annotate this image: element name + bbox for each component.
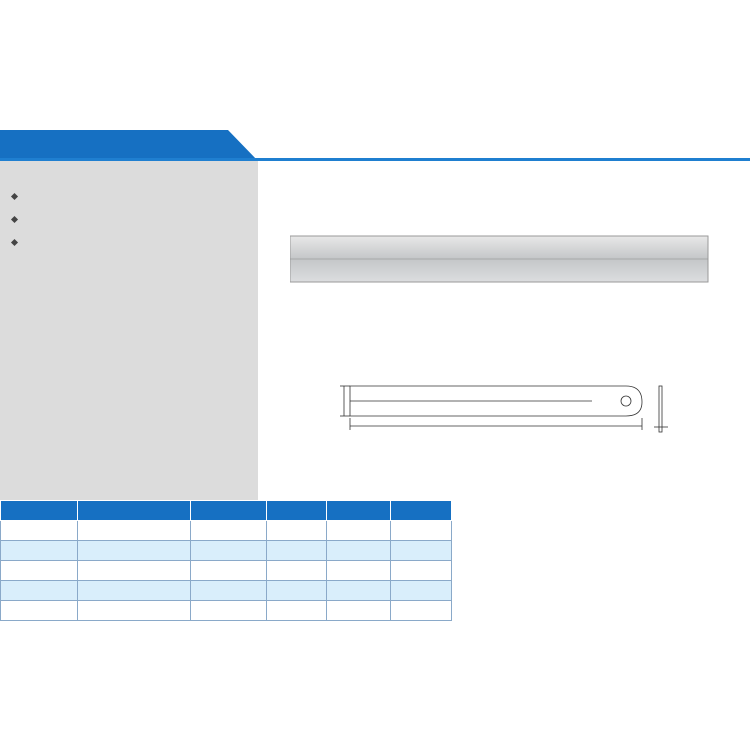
cell-range <box>78 521 191 541</box>
cell-w <box>391 601 452 621</box>
table-row <box>1 541 452 561</box>
header-divider <box>0 158 750 161</box>
side-panel <box>0 160 258 500</box>
table-row <box>1 561 452 581</box>
cell-l <box>327 541 391 561</box>
cell-l <box>327 561 391 581</box>
feature-item <box>10 213 25 236</box>
series-tab-shape <box>0 130 258 161</box>
cell-t <box>267 541 327 561</box>
cell-l <box>327 521 391 541</box>
column-header <box>1 501 78 521</box>
feature-item <box>10 190 25 213</box>
cell-accuracy <box>191 581 267 601</box>
cell-code <box>1 561 78 581</box>
cell-code <box>1 581 78 601</box>
cell-l <box>327 581 391 601</box>
cell-t <box>267 561 327 581</box>
cell-code <box>1 601 78 621</box>
cell-code <box>1 521 78 541</box>
cell-w <box>391 521 452 541</box>
cell-code <box>1 541 78 561</box>
feature-item <box>10 236 25 259</box>
cell-w <box>391 581 452 601</box>
table-row <box>1 581 452 601</box>
diamond-bullet-icon <box>11 239 18 246</box>
hang-hole <box>621 396 631 406</box>
cell-range <box>78 581 191 601</box>
cell-w <box>391 561 452 581</box>
cell-accuracy <box>191 541 267 561</box>
cell-range <box>78 541 191 561</box>
column-header <box>327 501 391 521</box>
column-header <box>391 501 452 521</box>
feature-list <box>10 190 25 259</box>
table-row <box>1 601 452 621</box>
table-header-row <box>1 501 452 521</box>
cell-range <box>78 561 191 581</box>
diamond-bullet-icon <box>11 193 18 200</box>
column-header <box>191 501 267 521</box>
cell-t <box>267 521 327 541</box>
ruler-drawing <box>330 380 680 440</box>
thickness-profile <box>659 386 662 432</box>
spec-table <box>0 500 452 621</box>
cell-accuracy <box>191 601 267 621</box>
ruler-photo <box>290 234 710 284</box>
table-row <box>1 521 452 541</box>
series-tab <box>0 130 258 161</box>
cell-t <box>267 601 327 621</box>
column-header <box>78 501 191 521</box>
cell-t <box>267 581 327 601</box>
cell-accuracy <box>191 561 267 581</box>
column-header <box>267 501 327 521</box>
cell-l <box>327 601 391 621</box>
cell-range <box>78 601 191 621</box>
diamond-bullet-icon <box>11 216 18 223</box>
cell-accuracy <box>191 521 267 541</box>
cell-w <box>391 541 452 561</box>
